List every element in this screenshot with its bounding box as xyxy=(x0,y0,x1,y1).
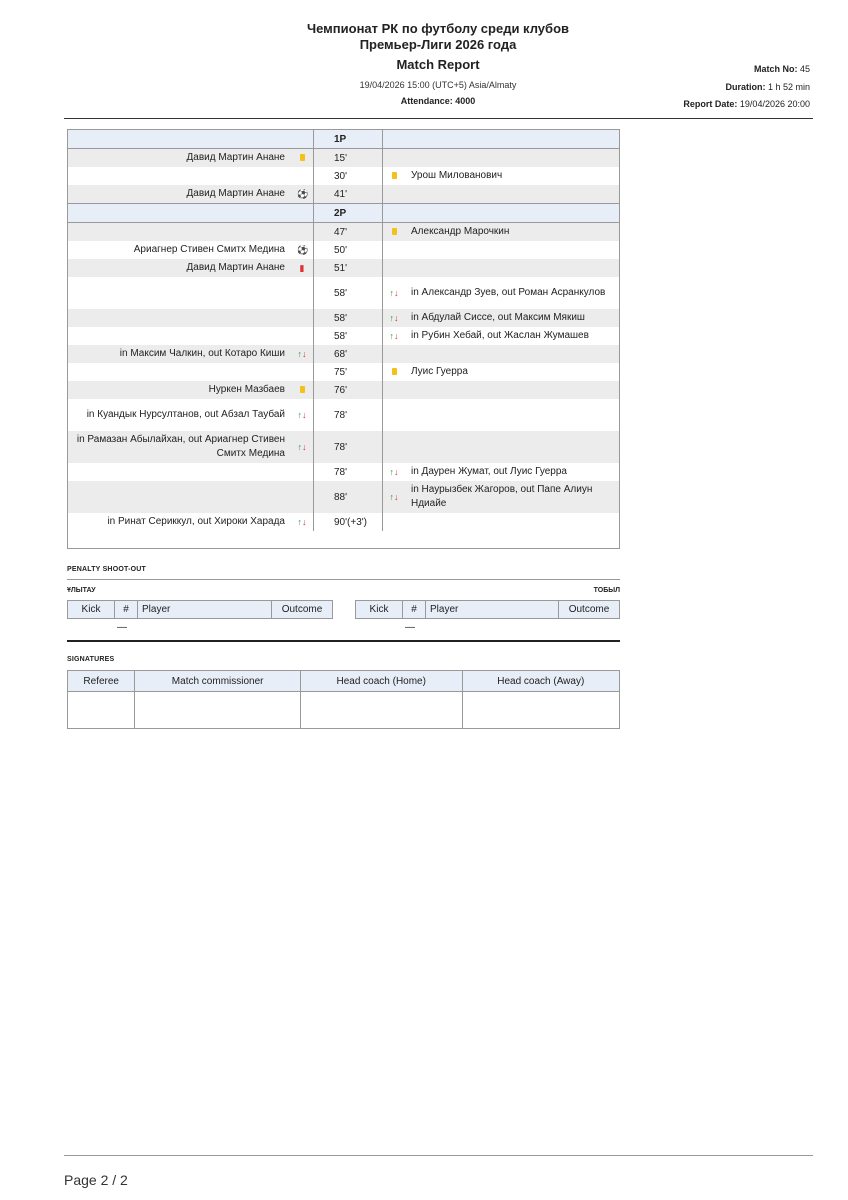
header-divider xyxy=(64,118,813,119)
report-date-label: Report Date: xyxy=(683,99,738,109)
penalty-away-empty: — xyxy=(405,622,415,633)
sig-home-coach-cell xyxy=(300,692,462,729)
event-minute: 75' xyxy=(314,363,383,381)
event-minute: 47' xyxy=(314,223,383,242)
away-event-text: in Рубин Хебай, out Жаслан Жумашев xyxy=(411,330,589,341)
event-row xyxy=(67,399,620,431)
pen-col-number: # xyxy=(115,601,138,619)
yellow-card-icon xyxy=(300,386,305,393)
duration-value: 1 h 52 min xyxy=(767,82,810,92)
event-minute: 58' xyxy=(314,277,383,309)
yellow-card-icon xyxy=(392,172,397,179)
home-event-text xyxy=(67,277,291,309)
event-row xyxy=(67,149,620,168)
match-no-value: 45 xyxy=(799,64,810,74)
away-event-text: Луис Гуерра xyxy=(411,366,468,377)
event-minute: 58' xyxy=(314,309,383,327)
event-row xyxy=(67,513,620,531)
penalty-home-team: ҰЛЫТАУ xyxy=(67,587,96,594)
away-event-text xyxy=(405,431,620,463)
event-minute: 51' xyxy=(314,259,383,277)
away-event-text xyxy=(405,185,620,204)
substitution-icon: ↑↓ xyxy=(389,312,399,323)
period-label: 2P xyxy=(314,204,383,223)
report-date xyxy=(683,99,810,109)
event-row xyxy=(67,223,620,242)
report-title: Match Report xyxy=(396,57,480,72)
pen-col-kick: Kick xyxy=(68,601,115,619)
goal-icon: ⚽ xyxy=(297,188,309,199)
home-event-text: in Ринат Сериккул, out Хироки Харада xyxy=(107,516,285,527)
pen-col-outcome: Outcome xyxy=(272,601,333,619)
away-event-text xyxy=(405,399,620,431)
home-event-text xyxy=(67,309,291,327)
pen-col-kick: Kick xyxy=(356,601,403,619)
event-minute: 78' xyxy=(314,399,383,431)
event-row xyxy=(67,431,620,463)
substitution-icon: ↑↓ xyxy=(389,287,399,298)
sig-commissioner-cell xyxy=(135,692,301,729)
sig-col-referee: Referee xyxy=(68,671,135,692)
substitution-icon: ↑↓ xyxy=(297,441,307,452)
event-row xyxy=(67,241,620,259)
event-minute: 30' xyxy=(314,167,383,185)
attendance-label: Attendance: xyxy=(400,96,453,106)
home-event-text: Давид Мартин Ананe xyxy=(67,149,291,168)
event-row xyxy=(67,381,620,399)
signatures-table xyxy=(67,670,620,729)
home-event-text: in Рамазан Абылайхан, out Ариагнер Стивен Смитх Медина xyxy=(67,431,291,463)
away-event-text: in Александр Зуев, out Роман Асранкулов xyxy=(411,287,606,298)
penalty-away-team: ТОБЫЛ xyxy=(593,587,620,594)
yellow-card-icon xyxy=(392,228,397,235)
substitution-icon: ↑↓ xyxy=(389,466,399,477)
penalty-home-empty: — xyxy=(117,622,127,633)
away-event-text xyxy=(405,345,620,363)
event-row xyxy=(67,363,620,381)
substitution-icon: ↑↓ xyxy=(297,516,307,527)
event-minute: 88' xyxy=(314,481,383,513)
event-row xyxy=(67,481,620,513)
event-row xyxy=(67,309,620,327)
event-row xyxy=(67,167,620,185)
event-minute: 50' xyxy=(314,241,383,259)
event-minute: 78' xyxy=(314,431,383,463)
penalty-away-table xyxy=(355,600,620,619)
match-events-table xyxy=(67,129,620,531)
home-event-text xyxy=(67,463,291,481)
event-minute: 58' xyxy=(314,327,383,345)
home-event-text: in Максим Чалкин, out Котаро Киши xyxy=(67,345,291,363)
home-event-text xyxy=(67,223,291,242)
yellow-card-icon xyxy=(392,368,397,375)
competition-subtitle: Премьер-Лиги 2026 года xyxy=(359,37,517,52)
section-divider xyxy=(67,640,620,642)
pen-col-number: # xyxy=(403,601,426,619)
penalty-home-table xyxy=(67,600,333,619)
duration-label: Duration: xyxy=(725,82,766,92)
home-event-text xyxy=(67,167,291,185)
event-row xyxy=(67,259,620,277)
home-event-text: Давид Мартин Ананe xyxy=(67,185,291,204)
home-event-text xyxy=(67,481,291,513)
penalty-section-label: PENALTY SHOOT-OUT xyxy=(67,566,146,573)
away-event-text xyxy=(405,513,620,531)
sig-away-coach-cell xyxy=(462,692,619,729)
event-minute: 41' xyxy=(314,185,383,204)
second-yellow-card-icon: ▮ xyxy=(299,262,305,273)
report-date-value: 19/04/2026 20:00 xyxy=(739,99,810,109)
event-minute: 78' xyxy=(314,463,383,481)
away-event-text: Александр Марочкин xyxy=(405,223,620,242)
away-event-text: Урош Милованович xyxy=(411,170,503,181)
pen-col-player: Player xyxy=(426,601,559,619)
home-event-text xyxy=(67,327,291,345)
substitution-icon: ↑↓ xyxy=(389,330,399,341)
match-no xyxy=(754,64,810,74)
sig-col-home-coach: Head coach (Home) xyxy=(300,671,462,692)
competition-title: Чемпионат РК по футболу среди клубов xyxy=(306,21,569,36)
sig-referee-cell xyxy=(68,692,135,729)
event-row xyxy=(67,327,620,345)
page-number: Page 2 / 2 xyxy=(64,1172,128,1188)
away-event-text: in Даурен Жумат, out Луис Гуерра xyxy=(411,466,567,477)
event-row xyxy=(67,185,620,204)
substitution-icon: ↑↓ xyxy=(297,409,307,420)
duration xyxy=(725,82,810,92)
substitution-icon: ↑↓ xyxy=(297,348,307,359)
pen-col-outcome: Outcome xyxy=(559,601,620,619)
period-row xyxy=(67,204,620,223)
period-label: 1P xyxy=(314,130,383,149)
match-datetime: 19/04/2026 15:00 (UTC+5) Asia/Almaty xyxy=(359,80,517,90)
var-goal-icon: ⚽ xyxy=(297,244,309,255)
match-no-label: Match No: xyxy=(753,64,798,74)
footer-divider xyxy=(64,1155,813,1156)
away-event-text xyxy=(405,381,620,399)
home-event-text: Давид Мартин Ананe xyxy=(67,259,291,277)
home-event-text xyxy=(67,363,291,381)
home-event-text: Ариагнер Стивен Смитх Медина xyxy=(133,244,285,255)
event-row xyxy=(67,345,620,363)
event-minute: 68' xyxy=(314,345,383,363)
penalty-divider xyxy=(67,579,620,580)
yellow-card-icon xyxy=(300,154,305,161)
away-event-text xyxy=(405,259,620,277)
signatures-section-label: SIGNATURES xyxy=(67,656,115,663)
away-event-text xyxy=(405,241,620,259)
away-event-text: in Наурызбек Жагоров, out Папе Алиун Ндиайе xyxy=(405,481,620,513)
home-event-text: in Куандык Нурсултанов, out Абзал Таубай xyxy=(86,409,285,420)
event-row xyxy=(67,463,620,481)
home-event-text: Нуркен Мазбаев xyxy=(67,381,291,399)
attendance-value: 4000 xyxy=(455,96,476,106)
period-row xyxy=(67,130,620,149)
away-event-text: in Абдулай Сиссе, out Максим Мякиш xyxy=(405,309,620,327)
sig-col-commissioner: Match commissioner xyxy=(135,671,301,692)
pen-col-player: Player xyxy=(138,601,272,619)
substitution-icon: ↑↓ xyxy=(389,491,399,502)
away-event-text xyxy=(405,149,620,168)
event-row xyxy=(67,277,620,309)
event-minute: 76' xyxy=(314,381,383,399)
sig-col-away-coach: Head coach (Away) xyxy=(462,671,619,692)
event-minute: 90'(+3') xyxy=(314,513,383,531)
event-minute: 15' xyxy=(314,149,383,168)
